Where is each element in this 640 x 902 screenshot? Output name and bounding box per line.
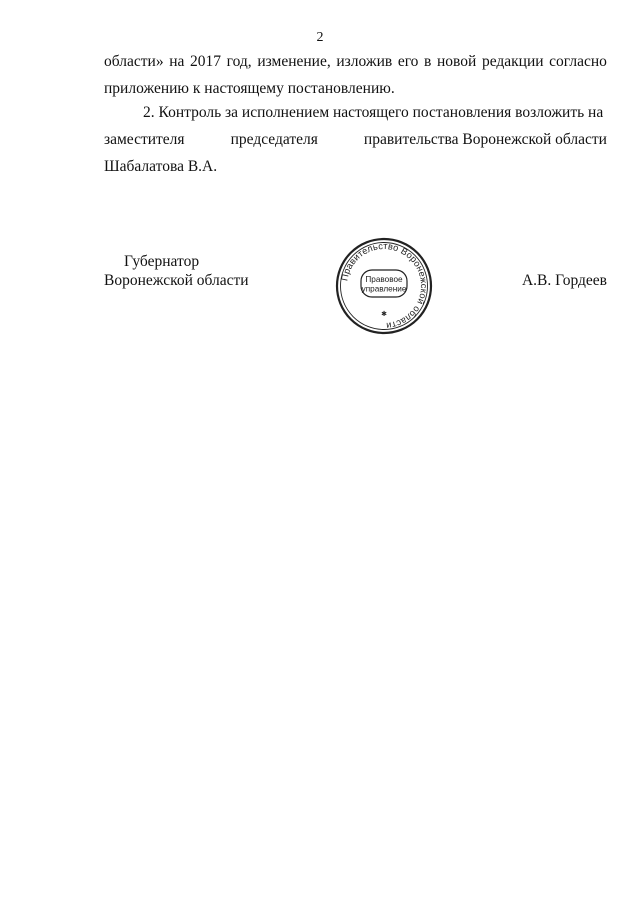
paragraph-2-line-1: 2. Контроль за исполнением настоящего постановления возложить на xyxy=(143,104,604,121)
word: изменение, xyxy=(257,53,331,70)
word: 2017 xyxy=(190,53,222,70)
word: в xyxy=(424,53,432,70)
word: новой xyxy=(437,53,477,70)
paragraph-1-line-1 xyxy=(104,52,607,72)
word: согласно xyxy=(549,53,607,70)
paragraph-2-line-3: Шабалатова В.А. xyxy=(104,158,218,175)
signature-title: Губернатор xyxy=(124,253,200,270)
word: области» xyxy=(104,53,164,70)
official-seal xyxy=(334,236,434,336)
seal-star-icon: ✱ xyxy=(381,310,387,318)
seal-inner-line-1: Правовое xyxy=(365,275,403,284)
page-number: 2 xyxy=(316,30,324,45)
word: на xyxy=(169,53,185,70)
word: редакции xyxy=(481,53,544,70)
seal-inner-line-2: управление xyxy=(361,284,407,294)
word: изложив xyxy=(336,53,393,70)
word: правительства Воронежской области xyxy=(363,131,607,148)
seal-outer-text: Правительство Воронежской области xyxy=(339,240,430,331)
signature-organization: Воронежской области xyxy=(104,272,249,289)
word: год, xyxy=(226,53,252,70)
signature-title-block xyxy=(104,252,249,290)
word: заместителя xyxy=(104,131,185,148)
word: председателя xyxy=(230,131,318,148)
paragraph-2-line-2 xyxy=(104,130,607,150)
paragraph-1-line-2: приложению к настоящему постановлению. xyxy=(104,80,395,97)
signer-name: А.В. Гордеев xyxy=(521,272,607,289)
word: его xyxy=(397,53,419,70)
